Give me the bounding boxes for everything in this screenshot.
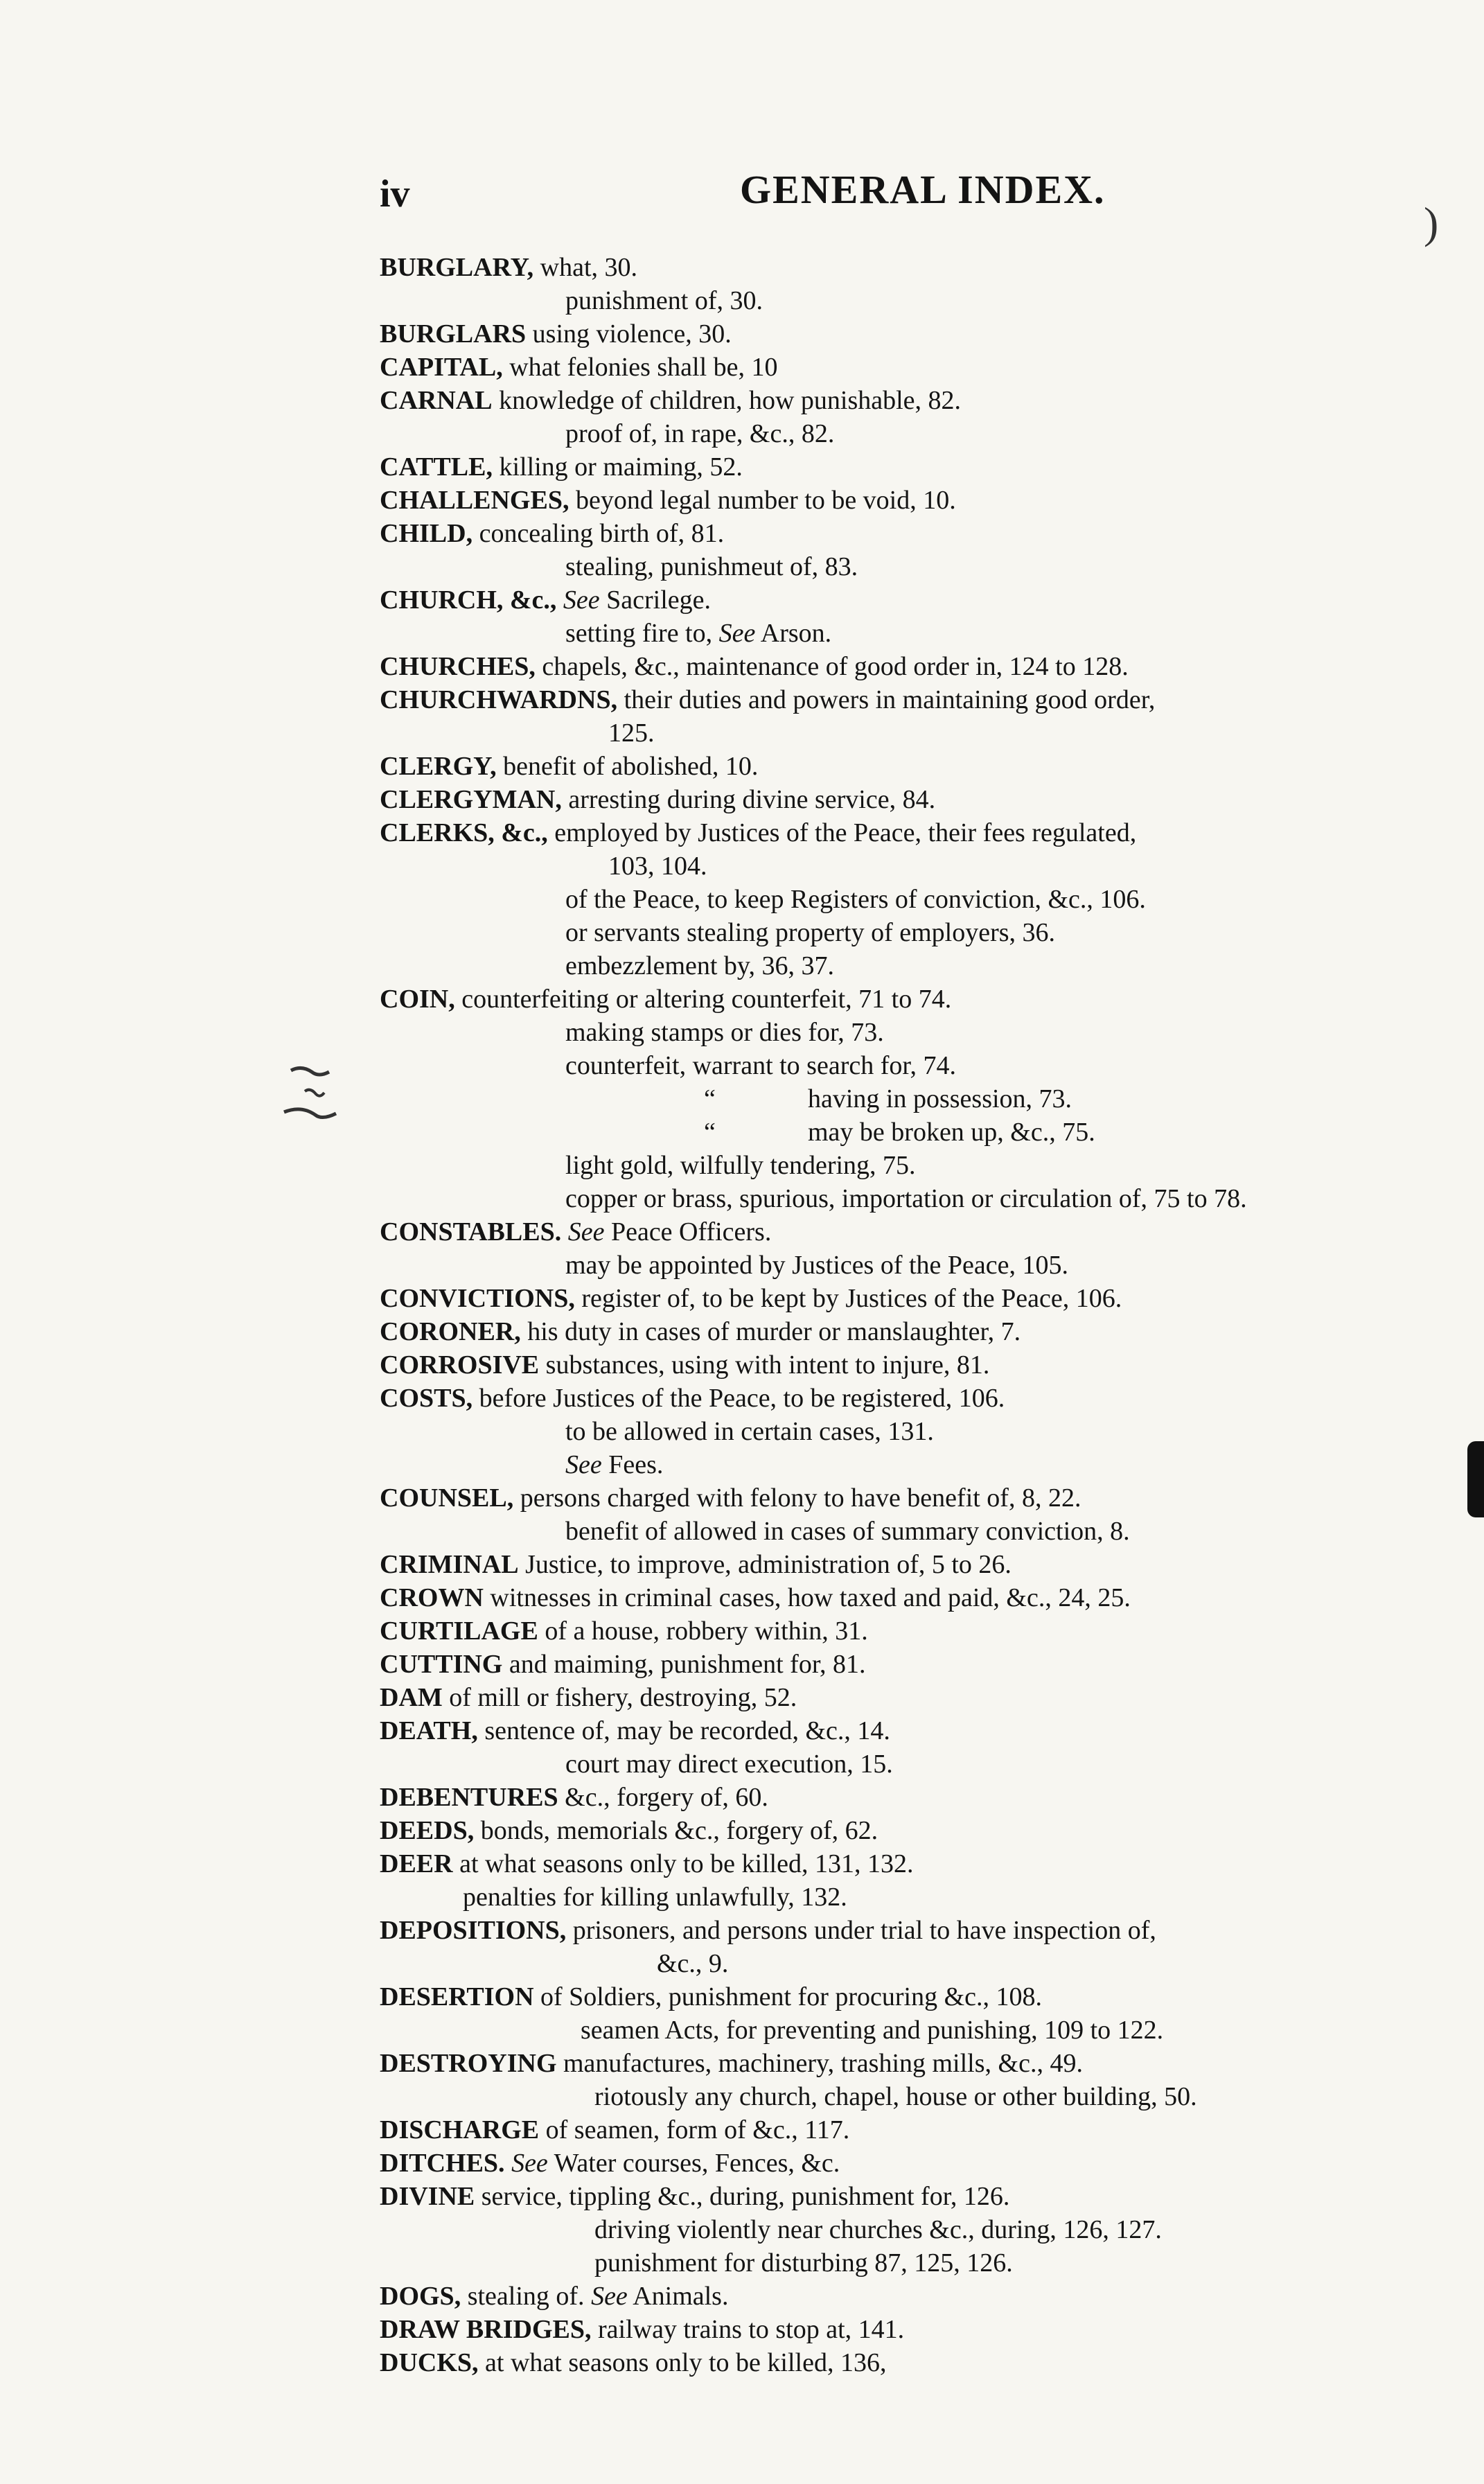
index-entry: DESERTION of Soldiers, punishment for procuring &c., 108.: [380, 1982, 1043, 2011]
index-entry: DESTROYING manufactures, machinery, trashing mills, &c., 49.: [380, 2049, 1083, 2078]
index-continuation: &c., 9.: [657, 1949, 729, 1978]
index-subentry: seamen Acts, for preventing and punishing, 109 to 122.: [581, 2016, 1164, 2045]
index-subentry: to be allowed in certain cases, 131.: [565, 1417, 934, 1446]
running-title: GENERAL INDEX.: [740, 167, 1106, 212]
index-entry: DUCKS, at what seasons only to be killed, 136,: [380, 2348, 887, 2377]
index-entry: CHALLENGES, beyond legal number to be void, 10.: [380, 486, 956, 515]
index-entry: DITCHES. See Water courses, Fences, &c.: [380, 2149, 840, 2178]
index-entry: DEEDS, bonds, memorials &c., forgery of, 62.: [380, 1816, 878, 1845]
page-header: [380, 166, 1447, 229]
index-entry: DEATH, sentence of, may be recorded, &c., 14.: [380, 1716, 890, 1745]
index-entry: CHURCHWARDNS, their duties and powers in maintaining good order,: [380, 685, 1156, 714]
index-entry: DEER at what seasons only to be killed, 131, 132.: [380, 1849, 914, 1878]
index-entry: DRAW BRIDGES, railway trains to stop at, 141.: [380, 2315, 905, 2344]
index-subentry: punishment of, 30.: [565, 286, 763, 315]
index-entry: CHILD, concealing birth of, 81.: [380, 519, 725, 548]
index-subentry: may be appointed by Justices of the Peace, 105.: [565, 1251, 1069, 1280]
index-subentry: copper or brass, spurious, importation or circulation of, 75 to 78.: [565, 1184, 1247, 1213]
index-subentry: riotously any church, chapel, house or other building, 50.: [594, 2082, 1197, 2111]
index-continuation: 125.: [608, 719, 655, 748]
page-edge-mark: [1467, 1441, 1484, 1517]
index-subentry: penalties for killing unlawfully, 132.: [463, 1883, 847, 1912]
index-entry: CHURCH, &c., See Sacrilege.: [380, 585, 712, 615]
index-entry: CAPITAL, what felonies shall be, 10: [380, 353, 778, 382]
index-entry: CONSTABLES. See Peace Officers.: [380, 1217, 772, 1247]
index-entry: COIN, counterfeiting or altering counterfeit, 71 to 74.: [380, 985, 952, 1014]
index-entry: CROWN witnesses in criminal cases, how taxed and paid, &c., 24, 25.: [380, 1583, 1131, 1612]
index-entry: BURGLARY, what, 30.: [380, 253, 638, 282]
index-subentry: benefit of allowed in cases of summary conviction, 8.: [565, 1517, 1130, 1546]
index-entry: CLERKS, &c., employed by Justices of the Peace, their fees regulated,: [380, 818, 1137, 847]
index-subentry: or servants stealing property of employers, 36.: [565, 918, 1056, 947]
index-ditto-subentry: “ having in possession, 73.: [704, 1084, 1072, 1113]
index-entry: DAM of mill or fishery, destroying, 52.: [380, 1683, 797, 1712]
index-entry: CATTLE, killing or maiming, 52.: [380, 452, 743, 482]
index-subentry: proof of, in rape, &c., 82.: [565, 419, 835, 448]
index-entry: CORROSIVE substances, using with intent to injure, 81.: [380, 1350, 990, 1380]
index-entry: CARNAL knowledge of children, how punishable, 82.: [380, 386, 962, 415]
index-entry: DEBENTURES &c., forgery of, 60.: [380, 1783, 768, 1812]
margin-bracket-mark: ): [1424, 198, 1439, 247]
index-entry: CORONER, his duty in cases of murder or manslaughter, 7.: [380, 1317, 1021, 1346]
index-entry: CURTILAGE of a house, robbery within, 31.: [380, 1617, 868, 1646]
index-entry: CONVICTIONS, register of, to be kept by Justices of the Peace, 106.: [380, 1284, 1122, 1313]
index-entry: DOGS, stealing of. See Animals.: [380, 2282, 729, 2311]
index-subentry: making stamps or dies for, 73.: [565, 1018, 884, 1047]
index-continuation: 103, 104.: [608, 852, 707, 881]
index-entry: CLERGYMAN, arresting during divine service, 84.: [380, 785, 936, 814]
index-subentry: setting fire to, See Arson.: [565, 619, 832, 648]
index-entry: BURGLARS using violence, 30.: [380, 319, 732, 349]
index-entry: COUNSEL, persons charged with felony to have benefit of, 8, 22.: [380, 1483, 1081, 1513]
index-subentry: of the Peace, to keep Registers of conviction, &c., 106.: [565, 885, 1146, 914]
index-entry: DEPOSITIONS, prisoners, and persons under trial to have inspection of,: [380, 1916, 1156, 1945]
index-subentry: counterfeit, warrant to search for, 74.: [565, 1051, 957, 1080]
index-entry: DIVINE service, tippling &c., during, punishment for, 126.: [380, 2182, 1010, 2211]
index-entry: CUTTING and maiming, punishment for, 81.: [380, 1650, 866, 1679]
index-entry: CLERGY, benefit of abolished, 10.: [380, 752, 759, 781]
index-subentry: light gold, wilfully tendering, 75.: [565, 1151, 916, 1180]
index-entry: CRIMINAL Justice, to improve, administration of, 5 to 26.: [380, 1550, 1012, 1579]
margin-smudge-mark: [277, 1057, 367, 1133]
index-ditto-subentry: “ may be broken up, &c., 75.: [704, 1118, 1095, 1147]
index-entry: COSTS, before Justices of the Peace, to be registered, 106.: [380, 1384, 1005, 1413]
index-subentry: court may direct execution, 15.: [565, 1750, 893, 1779]
index-subentry: punishment for disturbing 87, 125, 126.: [594, 2248, 1013, 2278]
index-subentry: embezzlement by, 36, 37.: [565, 951, 834, 980]
index-subentry: See Fees.: [565, 1450, 664, 1479]
index-subentry: driving violently near churches &c., during, 126, 127.: [594, 2215, 1162, 2244]
index-entries: [380, 251, 1447, 2379]
page-number: iv: [380, 173, 410, 215]
index-entry: DISCHARGE of seamen, form of &c., 117.: [380, 2115, 850, 2144]
index-entry: CHURCHES, chapels, &c., maintenance of good order in, 124 to 128.: [380, 652, 1129, 681]
index-subentry: stealing, punishmeut of, 83.: [565, 552, 858, 581]
